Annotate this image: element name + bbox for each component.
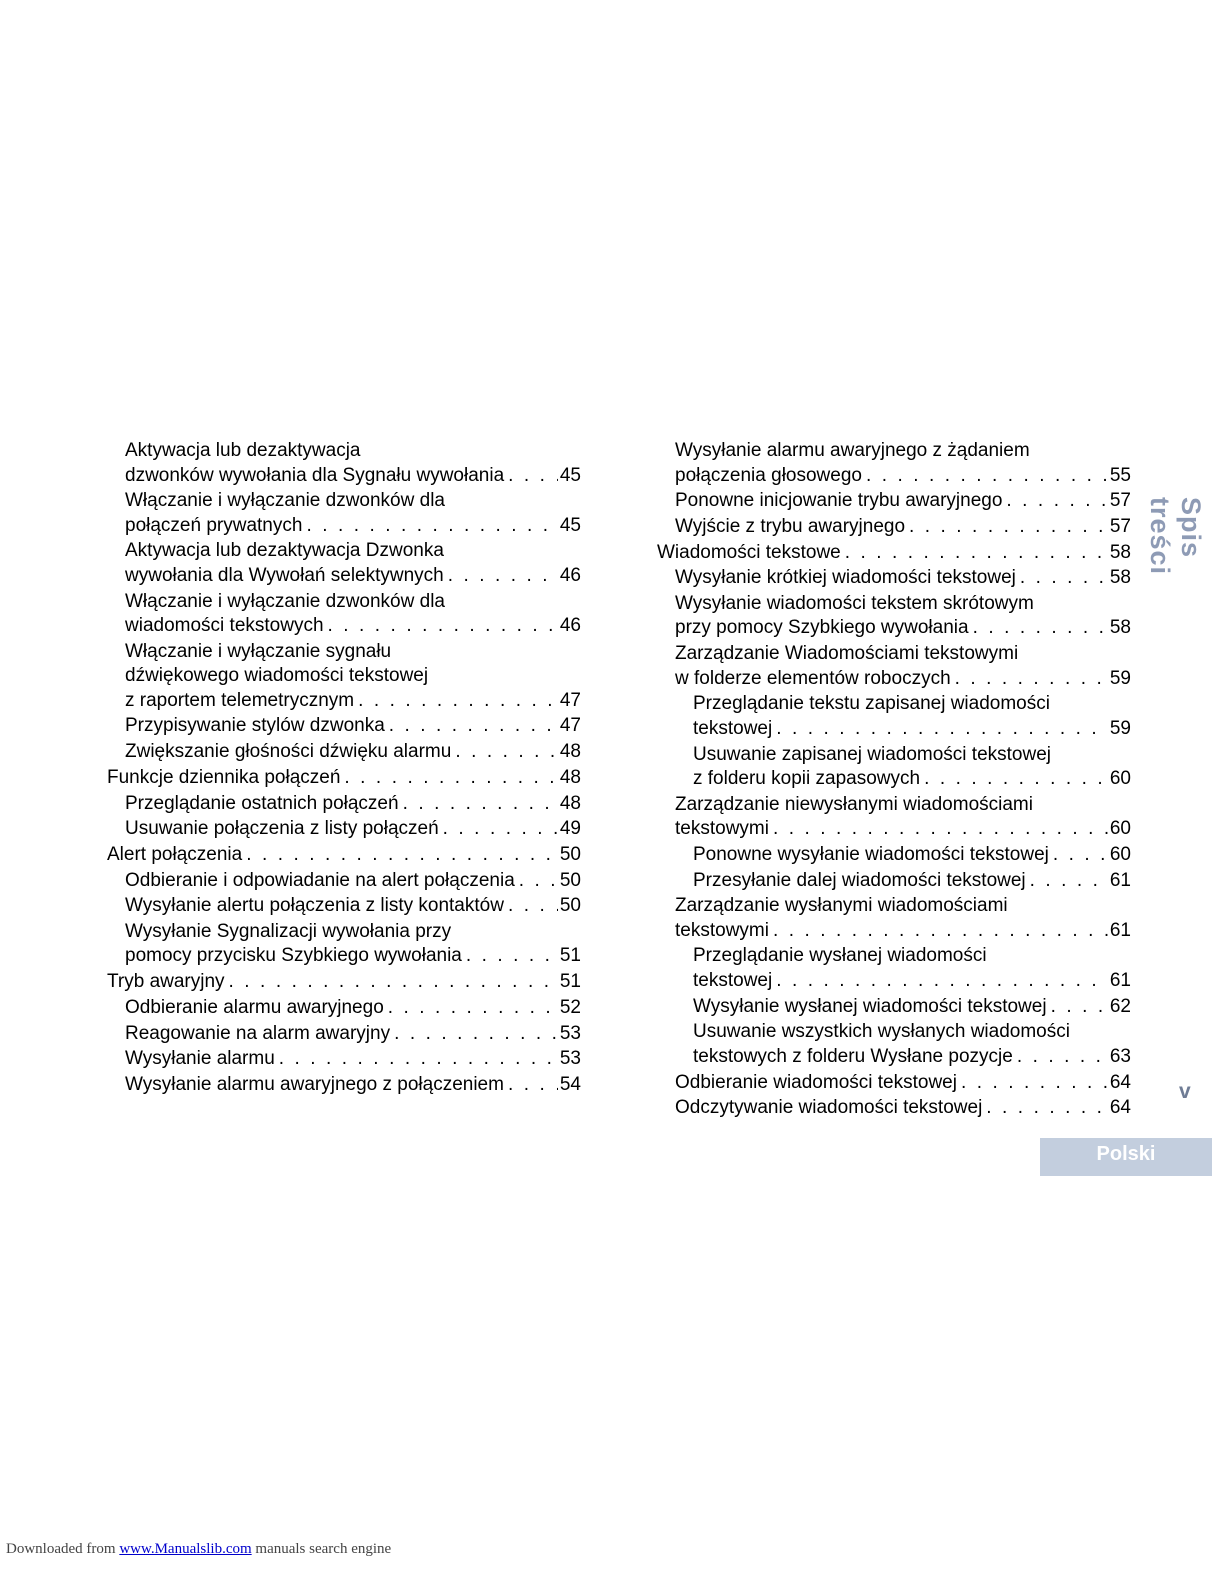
toc-entry-title: Zarządzanie wysłanymi wiadomościami (675, 895, 1008, 917)
toc-entry-title: Wysyłanie alarmu awaryjnego z żądaniem (675, 440, 1030, 461)
toc-page-number: 50 (559, 869, 581, 891)
toc-entry-title: Wiadomości tekstowe (657, 541, 841, 563)
toc-entry-title: w folderze elementów roboczych (675, 667, 951, 689)
toc-entry-title: Zarządzanie niewysłanymi wiadomościami (675, 793, 1033, 815)
toc-entry[interactable] (107, 766, 581, 791)
section-tab-title: Spis treści (1145, 497, 1206, 576)
language-tab: Polski (1040, 1138, 1212, 1176)
toc-entry-title: dzwonków wywołania dla Sygnału wywołania (125, 464, 505, 486)
toc-entry-title: tekstowej (693, 717, 773, 739)
toc-entry-title: tekstowymi (675, 818, 769, 840)
toc-page-number: 51 (559, 945, 581, 967)
toc-entry-title: tekstowymi (675, 919, 769, 941)
toc-entry-title: Przeglądanie tekstu zapisanej wiadomości (693, 693, 1050, 715)
toc-entry[interactable] (657, 692, 1131, 741)
toc-dot-leader (504, 1073, 558, 1098)
toc-entry-title: Wyjście z trybu awaryjnego (675, 515, 906, 537)
toc-dot-leader (399, 792, 558, 817)
toc-entry-title: Wysyłanie Sygnalizacji wywołania przy (125, 920, 452, 942)
toc-entry-title: Funkcje dziennika połączeń (107, 766, 341, 788)
toc-entry[interactable] (107, 590, 581, 639)
toc-page-number: 53 (559, 1022, 581, 1044)
toc-entry-title: Odczytywanie wiadomości tekstowej (675, 1097, 983, 1119)
toc-dot-leader (439, 817, 558, 842)
toc-entry[interactable] (657, 489, 1131, 514)
toc-dot-leader (340, 766, 557, 791)
toc-entry-title: tekstowych z folderu Wysłane pozycje (693, 1045, 1013, 1067)
toc-left-column (107, 439, 581, 1099)
toc-page-number: 48 (559, 792, 581, 814)
toc-page-number: 55 (1109, 464, 1131, 486)
toc-entry-title: dźwiękowego wiadomości tekstowej (125, 665, 429, 687)
toc-entry-title: z raportem telemetrycznym (125, 689, 355, 711)
toc-dot-leader (969, 616, 1108, 641)
toc-dot-leader (390, 1022, 558, 1047)
toc-dot-leader (384, 996, 558, 1021)
toc-dot-leader (772, 717, 1108, 742)
toc-dot-leader (841, 541, 1108, 566)
toc-entry-title: Usuwanie połączenia z listy połączeń (125, 818, 439, 840)
toc-entry-title: Ponowne wysyłanie wiadomości tekstowej (693, 843, 1049, 865)
toc-entry[interactable] (107, 714, 581, 739)
toc-page-number: 48 (559, 766, 581, 788)
toc-dot-leader (451, 740, 558, 765)
toc-entry-title: Aktywacja lub dezaktywacja (125, 440, 361, 461)
toc-dot-leader (504, 464, 558, 489)
toc-entry-title: Aktywacja lub dezaktywacja Dzwonka (125, 540, 444, 562)
toc-entry-title: przy pomocy Szybkiego wywołania (675, 617, 969, 639)
toc-entry-title: pomocy przycisku Szybkiego wywołania (125, 945, 462, 967)
toc-page-number: 61 (1109, 919, 1131, 941)
toc-entry-title: Ponowne inicjowanie trybu awaryjnego (675, 490, 1003, 512)
toc-page-number: 46 (559, 564, 581, 586)
toc-entry[interactable] (107, 817, 581, 842)
toc-dot-leader (515, 869, 558, 894)
toc-dot-leader (302, 514, 557, 539)
toc-dot-leader (1047, 995, 1108, 1020)
toc-entry[interactable] (107, 894, 581, 919)
toc-entry-title: Alert połączenia (107, 843, 243, 865)
toc-entry[interactable] (107, 970, 581, 995)
toc-dot-leader (769, 817, 1108, 842)
toc-entry-title: Włączanie i wyłączanie sygnału (125, 640, 392, 662)
toc-page-number: 61 (1109, 969, 1131, 991)
toc-page-number: 46 (559, 615, 581, 637)
toc-page-number: 59 (1109, 717, 1131, 739)
toc-entry-title: Wysyłanie alertu połączenia z listy kontaktów (125, 895, 504, 917)
toc-page-number: 51 (559, 971, 581, 993)
toc-dot-leader (862, 464, 1108, 489)
toc-entry-title: Wysyłanie krótkiej wiadomości tekstowej (675, 567, 1016, 589)
toc-dot-leader (772, 969, 1108, 994)
toc-page-number: 47 (559, 689, 581, 711)
toc-entry[interactable] (657, 843, 1131, 868)
toc-page-number: 57 (1109, 490, 1131, 512)
toc-dot-leader (920, 767, 1108, 792)
toc-page-number: 58 (1109, 617, 1131, 639)
toc-entry-title: Zwiększanie głośności dźwięku alarmu (125, 741, 452, 763)
toc-page-number: 50 (559, 895, 581, 917)
toc-page-number: 64 (1109, 1071, 1131, 1093)
toc-dot-leader (1016, 566, 1108, 591)
toc-page-number: 49 (559, 818, 581, 840)
toc-right-column (657, 439, 1131, 1122)
footer-link[interactable]: www.Manualslib.com (119, 1541, 252, 1557)
toc-entry-title: Usuwanie zapisanej wiadomości tekstowej (693, 743, 1052, 765)
toc-entry[interactable] (107, 1047, 581, 1072)
toc-page-number: 62 (1109, 995, 1131, 1017)
toc-entry-title: połączenia głosowego (675, 464, 862, 486)
toc-dot-leader (769, 919, 1108, 944)
toc-entry-title: Przesyłanie dalej wiadomości tekstowej (693, 869, 1026, 891)
toc-page-number: 54 (559, 1073, 581, 1095)
toc-page-number: 58 (1109, 567, 1131, 589)
toc-entry[interactable] (107, 996, 581, 1021)
toc-page-number: 60 (1109, 843, 1131, 865)
toc-entry[interactable] (107, 792, 581, 817)
toc-entry-title: wiadomości tekstowych (125, 615, 324, 637)
toc-page-number: 60 (1109, 818, 1131, 840)
toc-entry[interactable] (107, 489, 581, 538)
toc-entry-title: wywołania dla Wywołań selektywnych (125, 564, 444, 586)
toc-entry[interactable] (657, 439, 1131, 488)
toc-entry-title: Włączanie i wyłączanie dzwonków dla (125, 590, 445, 612)
toc-dot-leader (504, 894, 558, 919)
toc-entry[interactable] (657, 541, 1131, 566)
toc-dot-leader (225, 970, 558, 995)
toc-page-number: 52 (559, 996, 581, 1018)
toc-dot-leader (462, 944, 558, 969)
toc-entry[interactable] (657, 995, 1131, 1020)
toc-entry[interactable] (107, 869, 581, 894)
toc-page-number: 59 (1109, 667, 1131, 689)
toc-entry-title: Odbieranie wiadomości tekstowej (675, 1071, 957, 1093)
toc-entry[interactable] (657, 1096, 1131, 1121)
toc-entry-title: Wysyłanie wysłanej wiadomości tekstowej (693, 995, 1047, 1017)
toc-dot-leader (957, 1071, 1108, 1096)
toc-entry[interactable] (657, 642, 1131, 691)
page-number: v (1179, 1080, 1191, 1103)
toc-page-number: 53 (559, 1048, 581, 1070)
toc-entry-title: Przypisywanie stylów dzwonka (125, 715, 385, 737)
footer-prefix: Downloaded from (6, 1541, 120, 1557)
toc-entry[interactable] (657, 592, 1131, 641)
toc-entry[interactable] (657, 944, 1131, 993)
toc-entry[interactable] (657, 743, 1131, 792)
toc-entry-title: Tryb awaryjny (107, 971, 225, 993)
toc-entry-title: z folderu kopii zapasowych (693, 768, 921, 789)
toc-entry[interactable] (107, 920, 581, 969)
toc-entry-title: Usuwanie wszystkich wysłanych wiadomości (693, 1021, 1070, 1043)
toc-dot-leader (905, 515, 1108, 540)
toc-page-number: 60 (1109, 768, 1131, 789)
toc-page-number: 61 (1109, 869, 1131, 891)
toc-entry[interactable] (107, 740, 581, 765)
toc-entry[interactable] (657, 1071, 1131, 1096)
toc-entry-title: tekstowej (693, 969, 773, 991)
toc-entry-title: Reagowanie na alarm awaryjny (125, 1022, 391, 1044)
toc-entry-title: Wysyłanie alarmu (125, 1048, 275, 1070)
toc-entry-title: Odbieranie alarmu awaryjnego (125, 996, 384, 1018)
toc-page-number: 63 (1109, 1045, 1131, 1067)
toc-dot-leader (1049, 843, 1108, 868)
toc-entry-title: Przeglądanie ostatnich połączeń (125, 792, 399, 814)
toc-page-number: 47 (559, 715, 581, 737)
toc-entry[interactable] (107, 640, 581, 714)
toc-entry[interactable] (657, 894, 1131, 943)
footer-suffix: manuals search engine (251, 1541, 392, 1557)
toc-entry[interactable] (107, 439, 581, 488)
toc-entry-title: Zarządzanie Wiadomościami tekstowymi (675, 643, 1019, 665)
toc-dot-leader (275, 1047, 558, 1072)
toc-dot-leader (242, 843, 558, 868)
toc-entry[interactable] (657, 1020, 1131, 1069)
toc-entry-title: Wysyłanie wiadomości tekstem skrótowym (675, 592, 1034, 614)
toc-page-number: 64 (1109, 1097, 1131, 1119)
toc-entry-title: Przeglądanie wysłanej wiadomości (693, 945, 987, 967)
toc-page-number: 50 (559, 843, 581, 865)
download-footer (6, 1541, 391, 1558)
toc-dot-leader (354, 689, 558, 714)
toc-dot-leader (1002, 489, 1107, 514)
toc-entry[interactable] (107, 539, 581, 588)
toc-dot-leader (1026, 869, 1108, 894)
toc-entry-title: połączeń prywatnych (125, 514, 303, 536)
toc-entry-title: Wysyłanie alarmu awaryjnego z połączeniem (125, 1073, 504, 1095)
toc-entry[interactable] (657, 515, 1131, 540)
toc-page-number: 45 (559, 514, 581, 536)
toc-page-number: 45 (559, 464, 581, 486)
toc-dot-leader (385, 714, 558, 739)
toc-entry[interactable] (107, 1073, 581, 1098)
toc-page-number: 58 (1109, 541, 1131, 563)
toc-dot-leader (1013, 1045, 1108, 1070)
toc-dot-leader (324, 614, 558, 639)
toc-page-number: 57 (1109, 515, 1131, 537)
toc-entry[interactable] (657, 869, 1131, 894)
toc-entry[interactable] (657, 566, 1131, 591)
toc-dot-leader (444, 564, 558, 589)
toc-dot-leader (951, 667, 1108, 692)
toc-entry[interactable] (657, 793, 1131, 842)
toc-entry[interactable] (107, 1022, 581, 1047)
toc-entry[interactable] (107, 843, 581, 868)
toc-entry-title: Włączanie i wyłączanie dzwonków dla (125, 490, 445, 512)
toc-entry-title: Odbieranie i odpowiadanie na alert połączenia (125, 869, 515, 891)
toc-dot-leader (982, 1096, 1108, 1121)
toc-page-number: 48 (559, 741, 581, 763)
